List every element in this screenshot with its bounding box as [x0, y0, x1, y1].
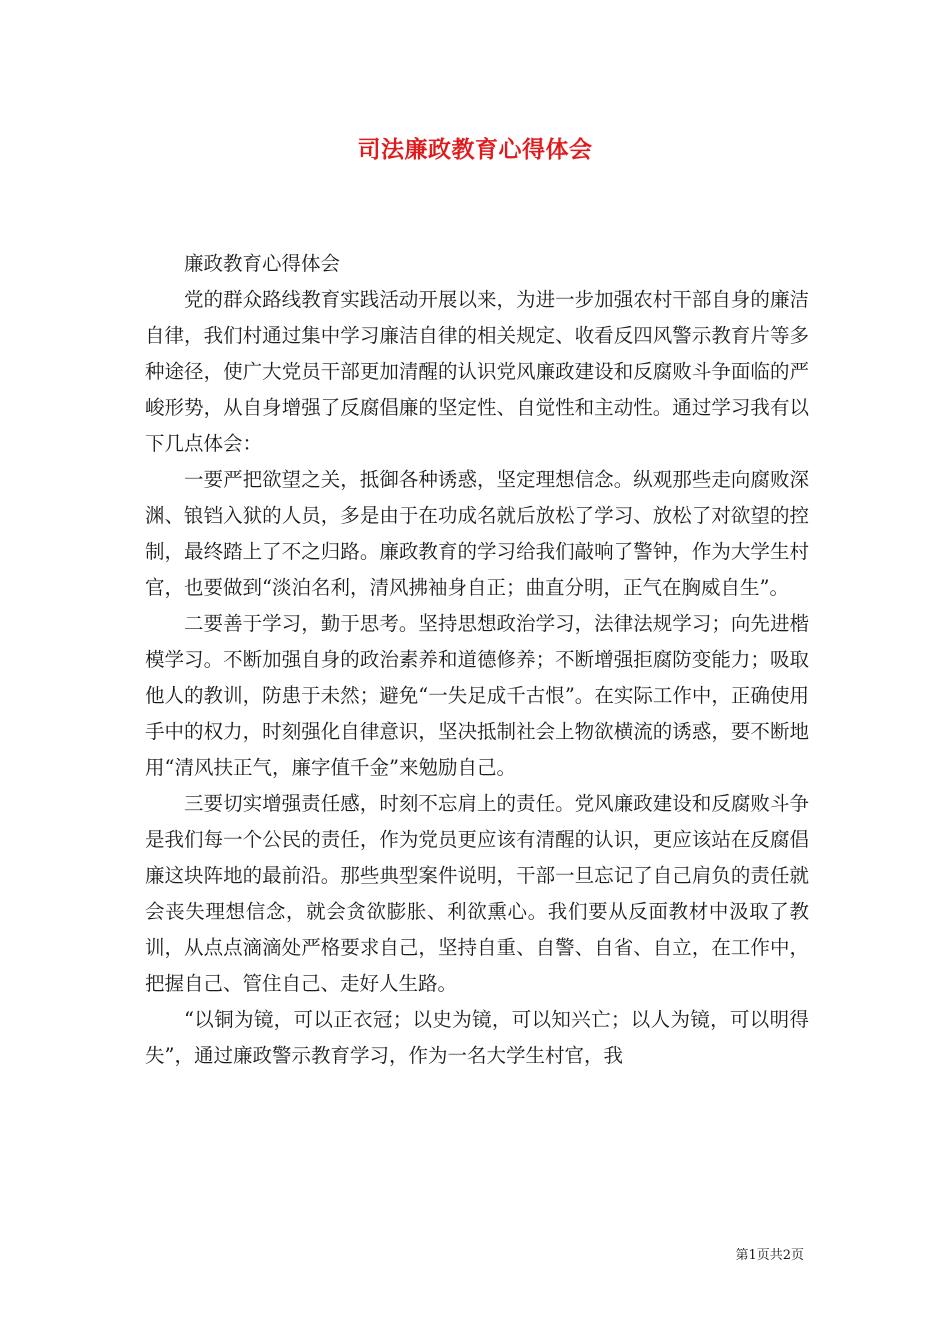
paragraph-point-three: 三要切实增强责任感，时刻不忘肩上的责任。党风廉政建设和反腐败斗争是我们每一个公民的责任，作为党员更应该有清醒的认识，更应该站在反腐倡廉这块阵地的最前沿。那些典型案件说明，干部一旦忘记了自己肩负的责任就会丧失理想信念，就会贪欲膨胀、利欲熏心。我们要从反面教材中汲取了教训，从点点滴滴处严格要求自己，坚持自重、自警、自省、自立，在工作中，把握自己、管住自己、走好人生路。: [145, 792, 809, 995]
paragraph-quote: “以铜为镜，可以正衣冠；以史为镜，可以知兴亡；以人为镜，可以明得失”，通过廉政警示教育学习，作为一名大学生村官，我: [145, 1008, 809, 1067]
page-number-footer: 第1页共2页: [735, 1248, 804, 1263]
document-body: [145, 246, 809, 1074]
paragraph-intro: 党的群众路线教育实践活动开展以来，为进一步加强农村干部自身的廉洁自律，我们村通过集中学习廉洁自律的相关规定、收看反四风警示教育片等多种途径，使广大党员干部更加清醒的认识党风廉政建设和反腐败斗争面临的严峻形势，从自身增强了反腐倡廉的坚定性、自觉性和主动性。通过学习我有以下几点体会：: [145, 288, 809, 455]
paragraph-point-one: 一要严把欲望之关，抵御各种诱惑，坚定理想信念。纵观那些走向腐败深渊、锒铛入狱的人员，多是由于在功成名就后放松了学习、放松了对欲望的控制，最终踏上了不之归路。廉政教育的学习给我们敲响了警钟，作为大学生村官，也要做到“淡泊名利，清风拂袖身自正；曲直分明，正气在胸威自生”。: [145, 468, 809, 599]
paragraph-point-two: 二要善于学习，勤于思考。坚持思想政治学习，法律法规学习；向先进楷模学习。不断加强自身的政治素养和道德修养；不断增强拒腐防变能力；吸取他人的教训，防患于未然；避免“一失足成千古恨”。在实际工作中，正确使用手中的权力，时刻强化自律意识，坚决抵制社会上物欲横流的诱惑，要不断地用“清风扶正气，廉字值千金”来勉励自己。: [145, 612, 809, 779]
paragraph-subtitle: 廉政教育心得体会: [184, 252, 341, 275]
page-title: 司法廉政教育心得体会: [357, 136, 593, 163]
